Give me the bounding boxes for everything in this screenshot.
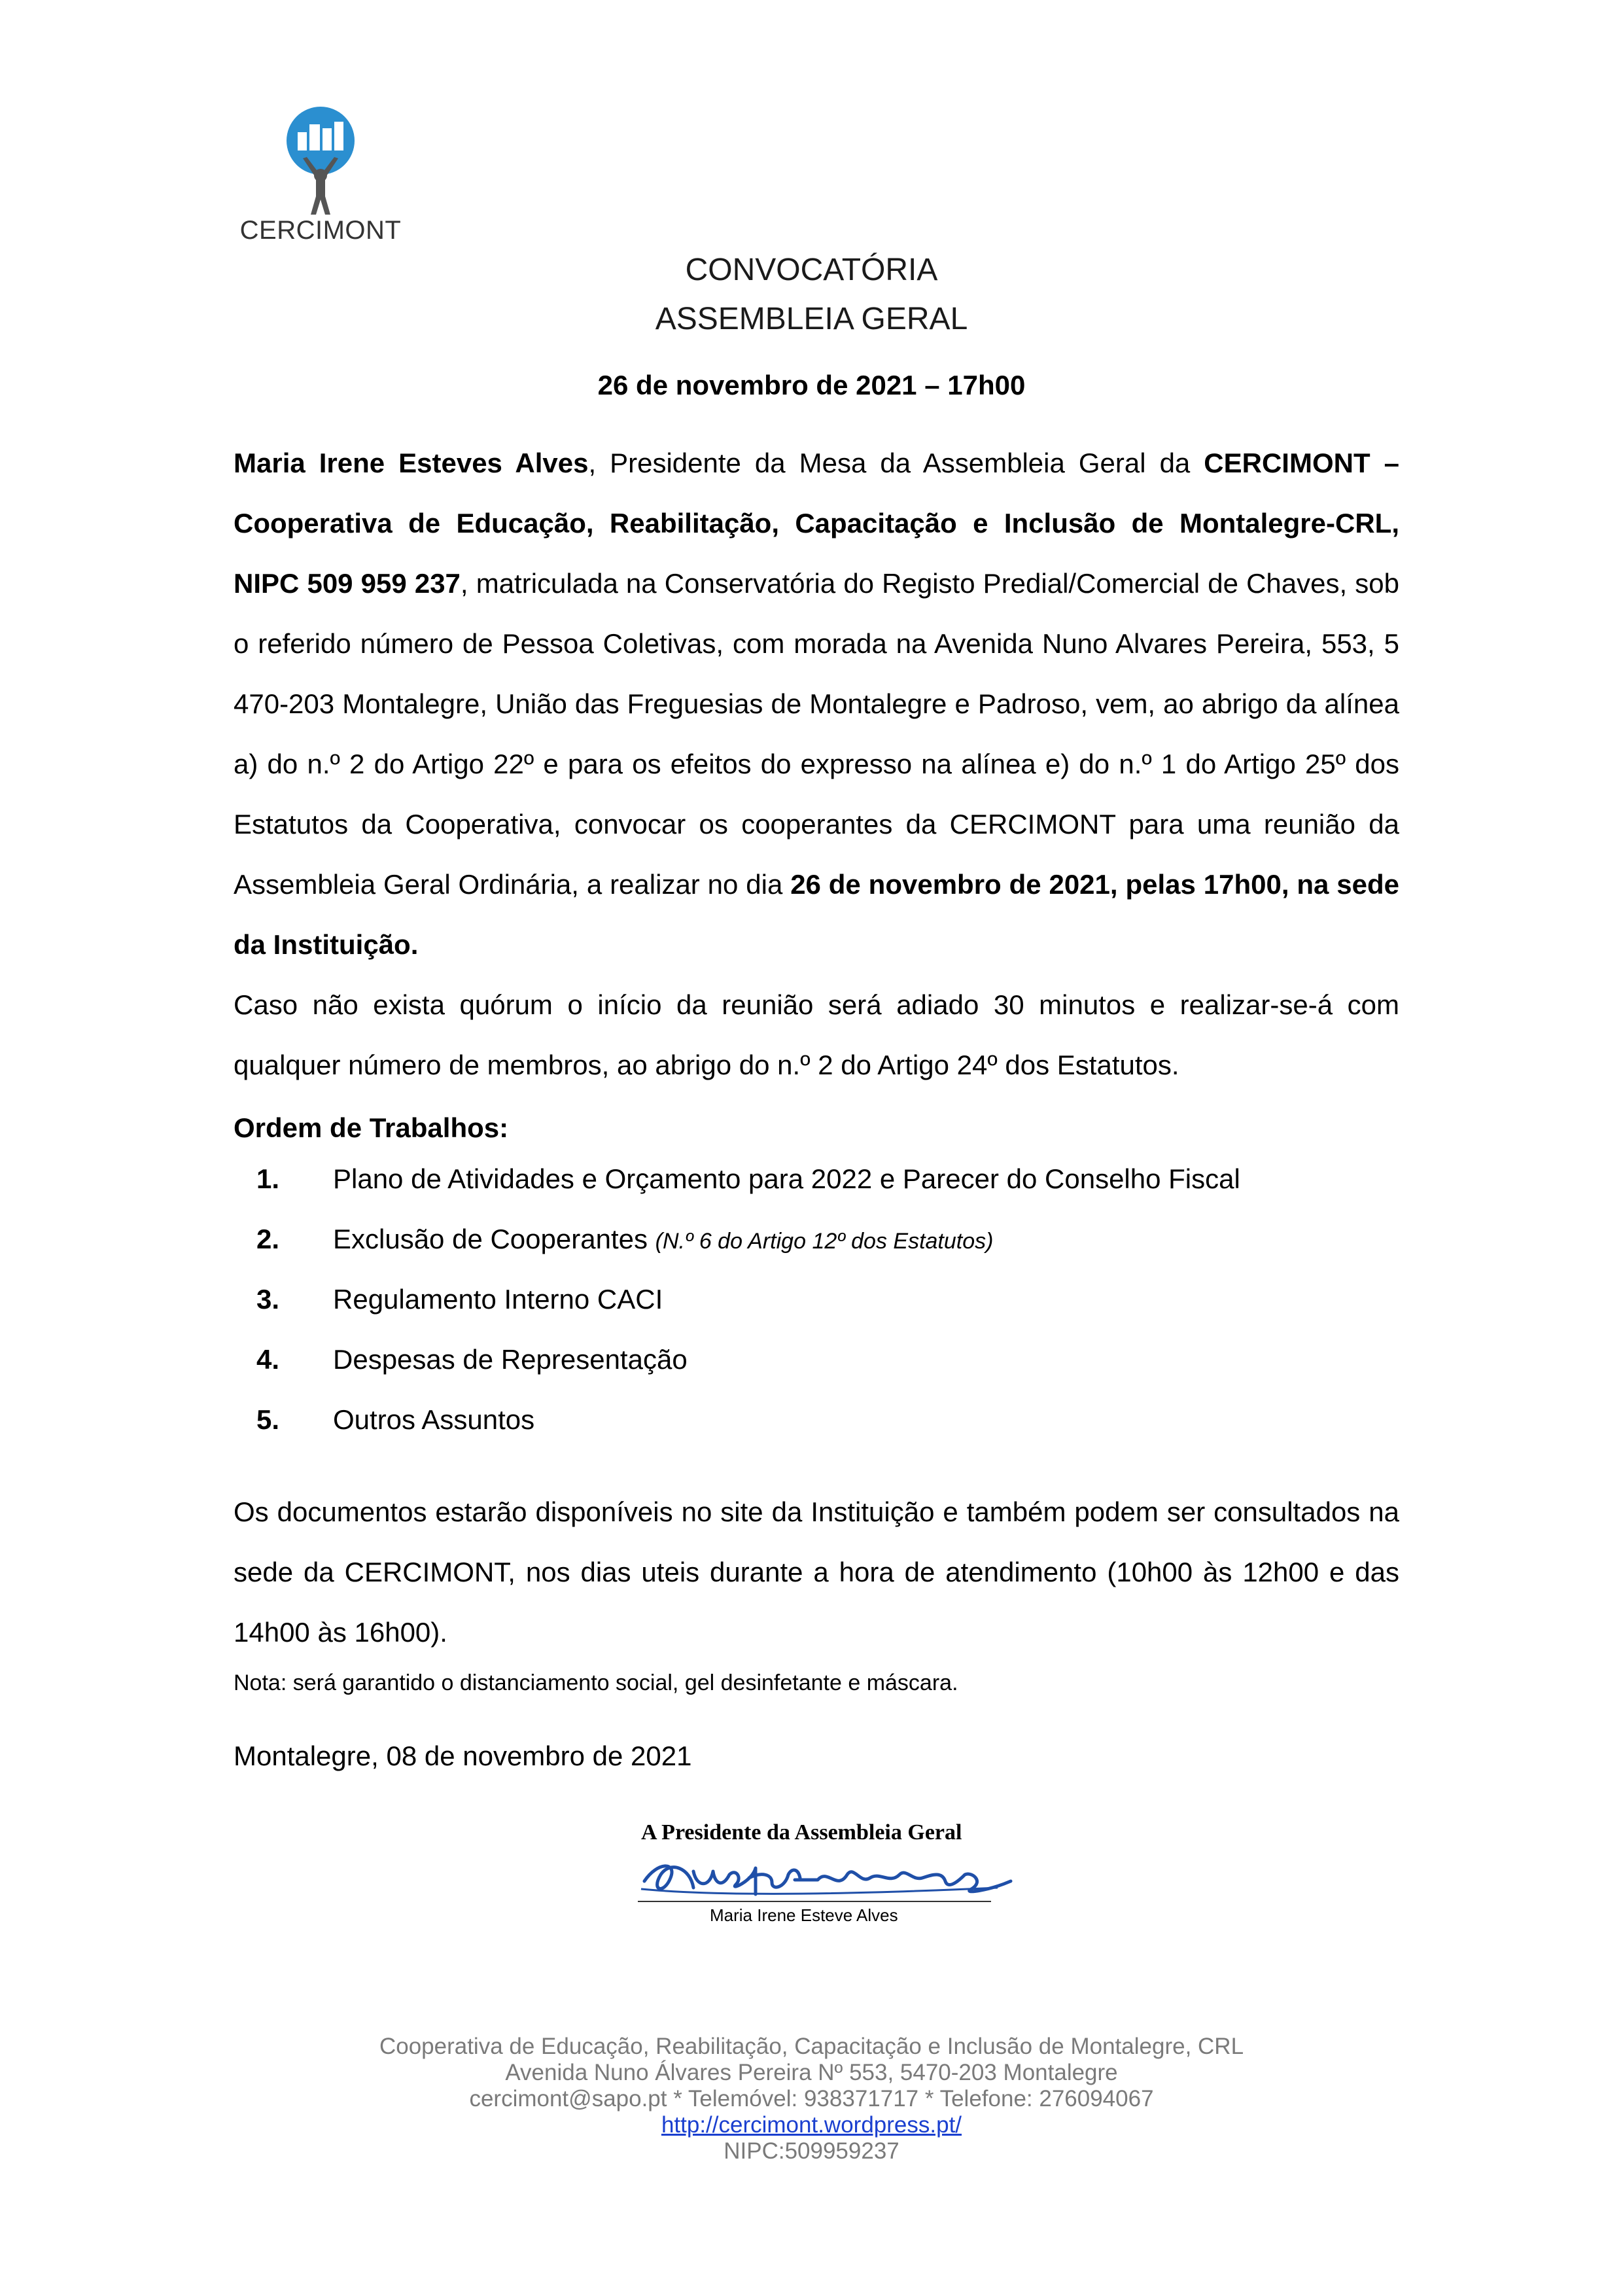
- footer-organization: Cooperativa de Educação, Reabilitação, Capacitação e Inclusão de Montalegre, CRL: [379, 2034, 1244, 2059]
- cercimont-logo: [236, 105, 406, 249]
- paragraph-documents: Os documentos estarão disponíveis no site da Instituição e também podem ser consultados na sede da CERCIMONT, nos dias uteis durante a hora de atendimento (10h00 às 12h00 e das 14h00 às 16h00).: [234, 1496, 1399, 1648]
- paragraph-text: , Presidente da Mesa da Assembleia Geral da: [588, 448, 1204, 478]
- footer: [0, 2034, 1623, 2164]
- paragraph-quorum: Caso não exista quórum o início da reunião será adiado 30 minutos e realizar-se-á com qualquer número de membros, ao abrigo do n.º 2 do Artigo 24º dos Estatutos.: [234, 989, 1399, 1080]
- agenda-note: (N.º 6 do Artigo 12º dos Estatutos): [655, 1229, 994, 1254]
- meeting-when: 26 de novembro de 2021, pelas 17h00, na sede da Instituição.: [234, 869, 1399, 960]
- paragraph-convocation: [234, 433, 1399, 975]
- organization-name: CERCIMONT – Cooperativa de Educação, Reabilitação, Capacitação e Inclusão de Montalegre-CRL, NIPC 509 959 237: [234, 448, 1399, 599]
- logo-text: CERCIMONT: [239, 216, 402, 245]
- footer-address: Avenida Nuno Álvares Pereira Nº 553, 5470-203 Montalegre: [505, 2060, 1118, 2085]
- list-item: 5. Outros Assuntos: [256, 1404, 535, 1435]
- list-item: 2. Exclusão de Cooperantes (N.º 6 do Artigo 12º dos Estatutos): [256, 1224, 994, 1254]
- place-date: Montalegre, 08 de novembro de 2021: [234, 1740, 692, 1771]
- handwritten-signature: [631, 1842, 1024, 1904]
- signature-title: A Presidente da Assembleia Geral: [641, 1820, 962, 1845]
- list-item: 1. Plano de Atividades e Orçamento para 2022 e Parecer do Conselho Fiscal: [256, 1163, 1240, 1194]
- meeting-date: 26 de novembro de 2021 – 17h00: [597, 370, 1026, 400]
- president-name: Maria Irene Esteves Alves: [234, 448, 589, 478]
- footer-contacts: cercimont@sapo.pt * Telemóvel: 938371717 * Telefone: 276094067: [469, 2086, 1154, 2111]
- title-convocatoria: CONVOCATÓRIA: [685, 253, 938, 287]
- agenda-heading: Ordem de Trabalhos:: [234, 1112, 509, 1143]
- signature-line: [638, 1901, 991, 1902]
- title-assembleia: ASSEMBLEIA GERAL: [655, 302, 968, 336]
- note-text: Nota: será garantido o distanciamento social, gel desinfetante e máscara.: [234, 1670, 958, 1695]
- body-main: [234, 433, 1399, 1095]
- list-item: 4. Despesas de Representação: [256, 1344, 688, 1375]
- signatory-name: Maria Irene Esteve Alves: [710, 1905, 898, 1925]
- footer-website-link[interactable]: http://cercimont.wordpress.pt/: [661, 2112, 962, 2138]
- footer-nipc: NIPC:509959237: [724, 2138, 899, 2164]
- cercimont-logo-icon: [271, 105, 370, 219]
- list-item: 3. Regulamento Interno CACI: [256, 1284, 663, 1315]
- paragraph-text: , matriculada na Conservatória do Registo Predial/Comercial de Chaves, sob o referido número de Pessoa Coletivas, com morada na Avenida Nuno Alvares Pereira, 553, 5 470-203 Montalegre, União das Freguesias de Montalegre e Padroso, vem, ao abrigo da alínea a) do n.º 2 do Artigo 22º e para os efeitos do expresso na alínea e) do n.º 1 do Artigo 25º dos Estatutos da Cooperativa, convocar os cooperantes da CERCIMONT para uma reunião da Assembleia Geral Ordinária, a realizar no dia: [234, 568, 1399, 900]
- agenda-list: [234, 1163, 1399, 1464]
